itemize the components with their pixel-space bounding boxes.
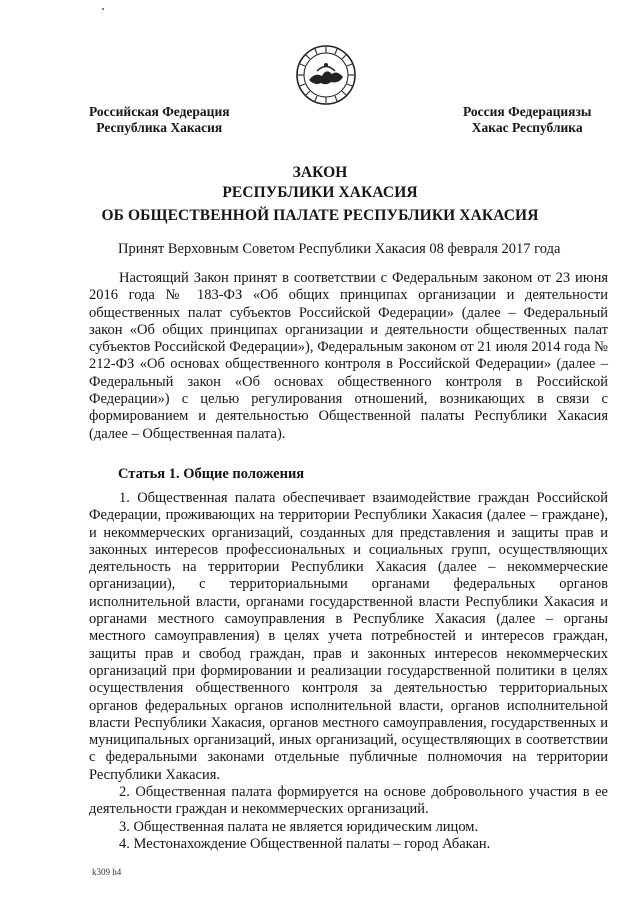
republic-name-ru: Республика Хакасия	[96, 120, 223, 135]
article-1-item-3: 3. Общественная палата не является юридическим лицом.	[119, 818, 479, 835]
article-1-item-4: 4. Местонахождение Общественной палаты – город Абакан.	[119, 835, 491, 852]
title-republic: РЕСПУБЛИКИ ХАКАСИЯ	[222, 184, 418, 201]
header-left	[89, 104, 230, 136]
title-subject: ОБ ОБЩЕСТВЕННОЙ ПАЛАТЕ РЕСПУБЛИКИ ХАКАСИЯ	[101, 207, 539, 224]
country-name-ru: Российская Федерация	[89, 104, 230, 119]
adoption-note: Принят Верховным Советом Республики Хакасия 08 февраля 2017 года	[118, 241, 561, 257]
coat-of-arms-emblem	[295, 44, 357, 106]
header-right	[463, 104, 591, 136]
article-1-heading: Статья 1. Общие положения	[118, 466, 305, 482]
title-law: ЗАКОН	[292, 164, 348, 181]
republic-name-khakas: Хакас Республика	[471, 120, 583, 135]
article-1-item-2: 2. Общественная палата формируется на основе добровольного участия в ее деятельности граждан и некоммерческих организаций.	[89, 784, 608, 818]
document-code: k309 h4	[92, 867, 122, 877]
preamble	[89, 270, 608, 443]
scan-speck	[102, 8, 104, 10]
country-name-khakas: Россия Федерациязы	[463, 104, 592, 119]
article-1-item-1: 1. Общественная палата обеспечивает взаимодействие граждан Российской Федерации, проживающих на территории Республики Хакасия (далее – граждане), и некоммерческих организаций, созданных для представления и защиты прав и законных интересов профессиональных и социальных групп, осуществляющих деятельность на территории Республики Хакасия (далее – некоммерческие организации), с территориальными органами федеральных органов исполнительной власти, органами государственной власти Республики Хакасия и органами местного самоуправления в Республике Хакасия (далее – органы местного самоуправления) в целях учета потребностей и интересов граждан, защиты прав и свобод граждан, прав и законных интересов некоммерческих организаций при формировании и реализации государственной политики в целях осуществления общественного контроля за деятельностью территориальных органов федеральных органов исполнительной власти, органов исполнительной власти Республики Хакасия, органов местного самоуправления, государственных и муниципальных организаций, иных организаций, осуществляющих в соответствии с федеральными законами отдельные публичные полномочия на территории Республики Хакасия.	[89, 490, 608, 783]
preamble-text: Настоящий Закон принят в соответствии с Федеральным законом от 23 июня 2016 года № 183-ФЗ «Об общих принципах организации и деятельности общественных палат субъектов Российской Федерации» (далее – Федеральный закон «Об общих принципах организации и деятельности общественных палат субъектов Российской Федерации»), Федеральным законом от 21 июля 2014 года № 212-ФЗ «Об основах общественного контроля в Российской Федерации» (далее – Федеральный закон «Об основах общественного контроля в Российской Федерации») с целью регулирования отношений, возникающих в связи с формированием и деятельностью Общественной палаты Республики Хакасия (далее – Общественная палата).	[89, 270, 608, 442]
article-1-body	[89, 490, 608, 853]
